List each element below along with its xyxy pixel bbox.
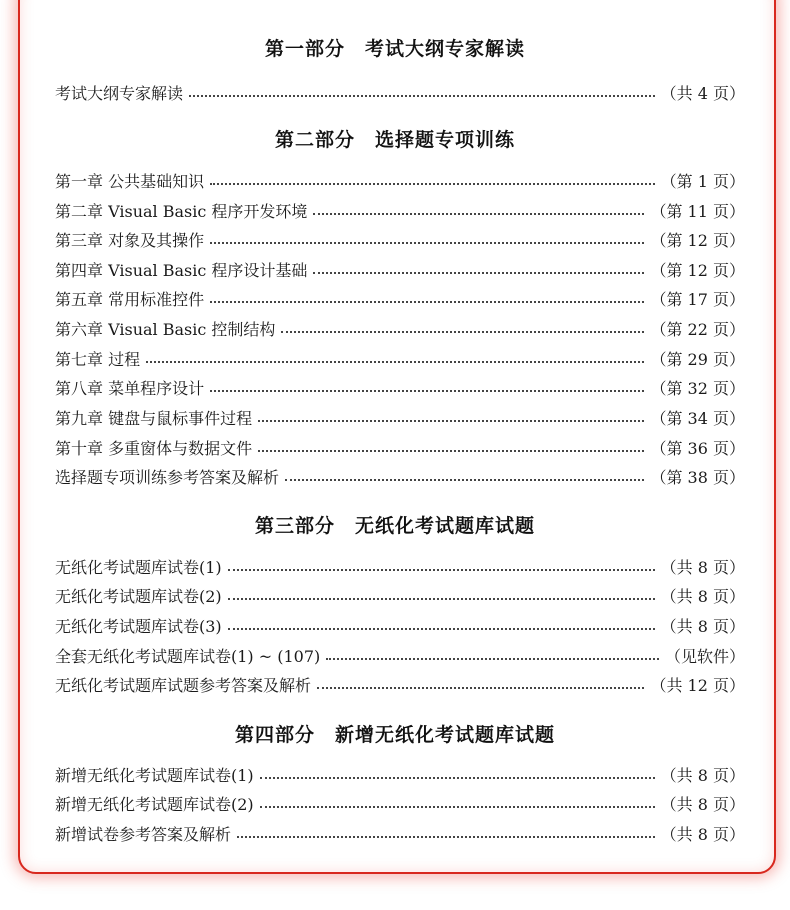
entry-page: （第 12 页）: [650, 261, 745, 280]
dot-leader: [317, 673, 644, 689]
entry-page: （共 8 页）: [660, 587, 745, 606]
toc-entry[interactable]: [55, 170, 745, 194]
dot-leader: [313, 199, 644, 215]
entry-label: 第四章 Visual Basic 程序设计基础: [55, 261, 308, 280]
dot-leader: [260, 763, 655, 779]
entry-label: 第六章 Visual Basic 控制结构: [55, 320, 276, 339]
entry-page: （第 17 页）: [650, 290, 745, 309]
entry-label: 无纸化考试题库试题参考答案及解析: [55, 676, 312, 695]
dot-leader: [313, 258, 644, 274]
entry-label: 无纸化考试题库试卷(1): [55, 558, 222, 577]
entry-page: （第 36 页）: [650, 439, 745, 458]
toc-entry[interactable]: [55, 259, 745, 283]
toc-entry[interactable]: [55, 318, 745, 342]
toc-entry[interactable]: [55, 348, 745, 372]
entry-page: （共 12 页）: [650, 676, 745, 695]
entry-label: 新增试卷参考答案及解析: [55, 825, 232, 844]
entry-label: 新增无纸化考试题库试卷(1): [55, 766, 254, 785]
section-title-1: 第一部分 考试大纲专家解读: [264, 38, 525, 60]
entry-page: （第 22 页）: [650, 320, 745, 339]
entry-label: 第七章 过程: [55, 350, 141, 369]
entry-page: （第 11 页）: [650, 202, 745, 221]
dot-leader: [210, 169, 655, 185]
section-title-4: 第四部分 新增无纸化考试题库试题: [234, 724, 555, 746]
toc-entry[interactable]: [55, 645, 745, 669]
entry-label: 无纸化考试题库试卷(3): [55, 617, 222, 636]
dot-leader: [228, 584, 655, 600]
section-title-3: 第三部分 无纸化考试题库试题: [254, 515, 535, 537]
entry-label: 无纸化考试题库试卷(2): [55, 587, 222, 606]
entry-label: 第八章 菜单程序设计: [55, 379, 205, 398]
entry-page: （共 8 页）: [660, 617, 745, 636]
dot-leader: [228, 614, 655, 630]
dot-leader: [281, 317, 644, 333]
entry-page: （第 29 页）: [650, 350, 745, 369]
dot-leader: [258, 436, 644, 452]
toc-entry[interactable]: [55, 229, 745, 253]
entry-label: 第五章 常用标准控件: [55, 290, 205, 309]
toc-entry[interactable]: [55, 585, 745, 609]
entry-label: 第九章 键盘与鼠标事件过程: [55, 409, 253, 428]
toc-entry[interactable]: [55, 793, 745, 817]
dot-leader: [260, 792, 655, 808]
dot-leader: [210, 376, 644, 392]
entry-page: （共 8 页）: [660, 795, 745, 814]
entry-label: 第十章 多重窗体与数据文件: [55, 439, 253, 458]
dot-leader: [285, 465, 644, 481]
entry-page: （共 8 页）: [660, 825, 745, 844]
dot-leader: [258, 406, 644, 422]
toc-entry[interactable]: [55, 288, 745, 312]
dot-leader: [189, 81, 655, 97]
dot-leader: [146, 347, 644, 363]
entry-label: 第二章 Visual Basic 程序开发环境: [55, 202, 308, 221]
entry-label: 考试大纲专家解读: [55, 84, 184, 103]
toc-entry[interactable]: [55, 407, 745, 431]
toc-entry[interactable]: [55, 764, 745, 788]
toc-entry[interactable]: [55, 437, 745, 461]
entry-page: （第 38 页）: [650, 468, 745, 487]
entry-page: （共 8 页）: [660, 558, 745, 577]
entry-page: （第 34 页）: [650, 409, 745, 428]
dot-leader: [237, 822, 655, 838]
dot-leader: [228, 555, 655, 571]
entry-page: （共 4 页）: [660, 84, 745, 103]
entry-label: 第一章 公共基础知识: [55, 172, 205, 191]
toc-entry[interactable]: [55, 200, 745, 224]
section-title-2: 第二部分 选择题专项训练: [274, 129, 515, 151]
toc-entry[interactable]: [55, 377, 745, 401]
toc-entry[interactable]: [55, 556, 745, 580]
dot-leader: [210, 228, 644, 244]
toc-entry[interactable]: [55, 823, 745, 847]
toc-entry[interactable]: [55, 615, 745, 639]
toc-entry[interactable]: [55, 82, 745, 106]
entry-label: 选择题专项训练参考答案及解析: [55, 468, 280, 487]
toc-entry[interactable]: [55, 466, 745, 490]
entry-label: 全套无纸化考试题库试卷(1) ~ (107): [55, 647, 321, 666]
entry-page: （第 32 页）: [650, 379, 745, 398]
entry-page: （第 1 页）: [660, 172, 745, 191]
entry-page: （共 8 页）: [660, 766, 745, 785]
dot-leader: [210, 287, 644, 303]
entry-page: （见软件）: [664, 647, 745, 666]
dot-leader: [326, 644, 659, 660]
entry-label: 第三章 对象及其操作: [55, 231, 205, 250]
entry-page: （第 12 页）: [650, 231, 745, 250]
toc-entry[interactable]: [55, 674, 745, 698]
entry-label: 新增无纸化考试题库试卷(2): [55, 795, 254, 814]
